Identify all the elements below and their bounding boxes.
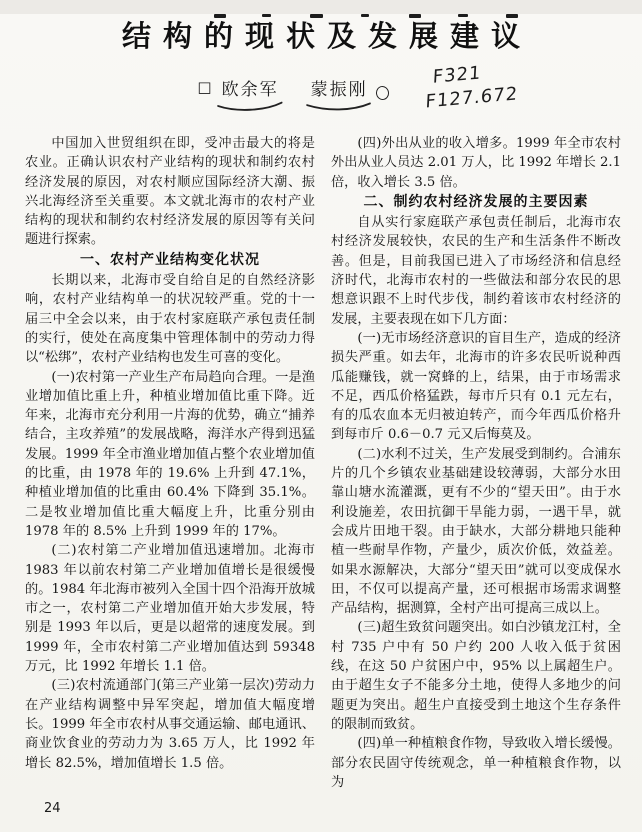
author-bullet-square: □ [197,78,214,96]
paragraph-factor-4: (四)单一种植粮食作物，导致收入增长缓慢。部分农民固守传统观念，单一种植粮食作物，以为 [331,736,621,790]
page-number: 24 [44,801,61,816]
paragraph-overview-2: 自从实行家庭联产承包责任制后，北海市农村经济发展较快，农民的生产和生活条件不断改善。但是，目前我国已进入了市场经济和信息经济时代，北海市农村的一些做法和部分农民的思想意识跟不上时代步伐，制约着该市农村经济的发展，主要表现在如下几方面： [331,215,621,327]
handwritten-underline [216,100,283,112]
article-title: 结构的现状及发展建议 [121,19,532,53]
right-column [331,134,621,792]
byline [0,70,614,104]
paragraph-factor-3: (三)超生致贫问题突出。如白沙镇龙江村，全村 735 户中有 50 户约 200 人收入低于贫困线，在这 50 户贫困户中，95% 以上属超生户。由于超生女子不能多分土地，使得人多地少的问题更为突出。超生户直接受到土地这个生存条件的限制而致贫。 [331,620,621,732]
author-name-1-text: 欧余军 [221,79,279,100]
left-column [25,134,315,792]
section-heading-2: 二、制约农村经济发展的主要因素 [363,193,589,210]
handwritten-circle-mark [375,85,390,101]
author-name-2-text: 蒙振刚 [310,79,368,100]
handwritten-classification-codes [425,58,520,114]
classification-code-line-2: F127.672 [425,83,519,113]
section-heading-1: 一、农村产业结构变化状况 [80,251,260,268]
article-body [0,134,642,792]
paragraph-intro: 中国加入世贸组织在即，受冲击最大的将是农业。正确认识农村产业结构的现状和制约农村经济发展的原因，对农村顺应国际经济大潮、振兴北海经济至关重要。本文就北海市的农村产业结构的现状和制约农村经济发展的原因等有关问题进行探索。 [25,136,315,248]
paragraph-factor-1: (一)无市场经济意识的盲目生产，造成的经济损失严重。如去年，北海市的许多农民听说种西瓜能赚钱，就一窝蜂的上，结果，由于市场需求不足，西瓜价格猛跌，每市斤只有 0.1 元左右，有的瓜农血本无归被迫转产，而今年西瓜价格升到每市斤 0.6－0.7 元又后悔莫及。 [331,330,621,443]
author-name-1 [220,75,281,100]
paragraph-item-3: (三)农村流通部门(第三产业第一层次)劳动力在产业结构调整中异军突起，增加值大幅度增长。1999 年全市农村从事交通运输、邮电通讯、商业饮食业的劳动力为 3.65 万人，比 1992 年增长 82.5%，增加值增长 1.5 倍。 [25,678,315,771]
classification-code-line-1: F321 [432,62,482,88]
paragraph-item-4: (四)外出从业的收入增多。1999 年全市农村外出从业人员达 2.01 万人，比 1992 年增长 2.1 倍，收入增长 3.5 倍。 [331,136,621,190]
paragraph-item-1: (一)农村第一产业生产布局趋向合理。一是渔业增加值比重上升，种植业增加值比重下降。近年来，北海市充分利用一片海的优势，确立“捕养结合，主攻养殖”的发展战略，海洋水产得到迅猛发展。1999 年全市渔业增加值占整个农业增加值的比重，由 1978 年的 19.6% 上升到 47.1%，种植业增加值的比重由 60.4% 下降到 35.1%。二是牧业增加值比重大幅度上升，比重分别由 1978 年的 8.5% 上升到 1999 年的 17%。 [25,369,315,539]
paragraph-overview: 长期以来，北海市受自给自足的自然经济影响，农村产业结构单一的状况较严重。党的十一届三中全会以来，由于农村家庭联产承包责任制的实行，使处在高度集中管理体制中的劳动力得以“松绑”，农村产业结构也发生可喜的变化。 [25,273,315,366]
author-name-2 [309,75,370,100]
paragraph-factor-2: (二)水利不过关，生产发展受到制约。合浦东片的几个乡镇农业基础建设较薄弱，大部分水田靠山塘水流灌溉，更有不少的“望天田”。由于水利设施差，农田抗御干旱能力弱，一遇干旱，就会成片田地干裂。由于缺水，大部分耕地只能种植一些耐旱作物，产量少，质次价低，效益差。如果水源解决，大部分“望天田”就可以变成保水田，不仅可以提高产量，还可根据市场需求调整产品结构，据测算，全村产出可提高三成以上。 [331,446,621,617]
scanned-article-page [0,14,642,832]
cropped-previous-title-line-fragment [0,14,642,20]
paragraph-item-2: (二)农村第二产业增加值迅速增加。北海市 1983 年以前农村第二产业增加值增长是很缓慢的。1984 年北海市被列入全国十四个沿海开放城市之一，农村第二产业增加值开始大步发展，特别是 1993 年以后，更是以超常的速度发展。到 1999 年，全市农村第二产业增加值达到 59348 万元，比 1992 年增长 1.1 倍。 [25,543,315,675]
handwritten-underline [305,100,372,112]
